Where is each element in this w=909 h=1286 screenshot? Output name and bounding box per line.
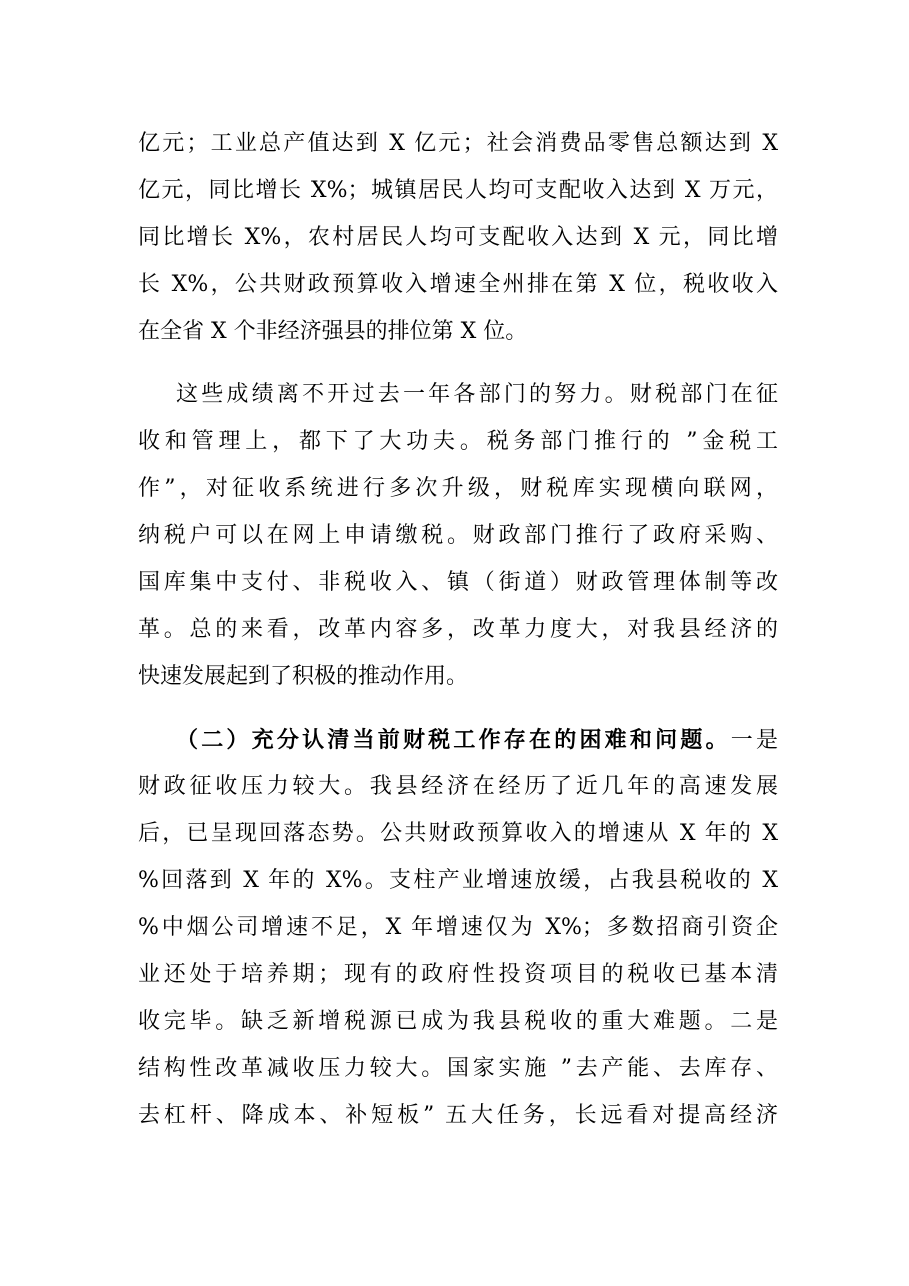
paragraph-3-line-6: 业还处于培养期；现有的政府性投资项目的税收已基本清	[138, 962, 778, 987]
paragraph-3-line-1	[176, 725, 778, 756]
paragraph-1-line-2: 亿元，同比增长 X%；城镇居民人均可支配收入达到 X 万元，	[138, 178, 778, 203]
paragraph-1-line-1: 亿元；工业总产值达到 X 亿元；社会消费品零售总额达到 X	[138, 131, 778, 156]
paragraph-3-line-5: %中烟公司增速不足，X 年增速仅为 X%；多数招商引资企	[138, 915, 778, 940]
paragraph-2-line-2: 收和管理上，都下了大功夫。税务部门推行的 ”金税工	[138, 429, 778, 454]
paragraph-2-line-6: 革。总的来看，改革内容多，改革力度大，对我县经济的	[138, 617, 778, 642]
section-heading: （二）充分认清当前财税工作存在的困难和问题。	[176, 727, 731, 753]
paragraph-3-line-8: 结构性改革减收压力较大。国家实施 ”去产能、去库存、	[138, 1056, 778, 1081]
paragraph-3-line-9: 去杠杆、降成本、补短板” 五大任务，长远看对提高经济	[138, 1103, 778, 1128]
paragraph-3-line-2: 财政征收压力较大。我县经济在经历了近几年的高速发展	[138, 774, 778, 799]
paragraph-2-line-3: 作”，对征收系统进行多次升级，财税库实现横向联网，	[138, 476, 778, 501]
paragraph-1-line-4: 长 X%，公共财政预算收入增速全州排在第 X 位，税收收入	[138, 272, 778, 297]
paragraph-2-line-1: 这些成绩离不开过去一年各部门的努力。财税部门在征	[176, 382, 778, 407]
paragraph-3-line-3: 后，已呈现回落态势。公共财政预算收入的增速从 X 年的 X	[138, 821, 778, 846]
paragraph-3-line-7: 收完毕。缺乏新增税源已成为我县税收的重大难题。二是	[138, 1009, 778, 1034]
paragraph-1-line-3: 同比增长 X%，农村居民人均可支配收入达到 X 元，同比增	[138, 225, 778, 250]
heading-line-rest: 一是	[730, 728, 778, 753]
paragraph-2-line-4: 纳税户可以在网上申请缴税。财政部门推行了政府采购、	[138, 523, 778, 548]
paragraph-2-line-5: 国库集中支付、非税收入、镇（街道）财政管理体制等改	[138, 570, 778, 595]
paragraph-1-line-5: 在全省 X 个非经济强县的排位第 X 位。	[138, 319, 528, 344]
paragraph-2-line-7: 快速发展起到了积极的推动作用。	[138, 664, 469, 689]
paragraph-3-line-4: %回落到 X 年的 X%。支柱产业增速放缓，占我县税收的 X	[138, 868, 778, 893]
